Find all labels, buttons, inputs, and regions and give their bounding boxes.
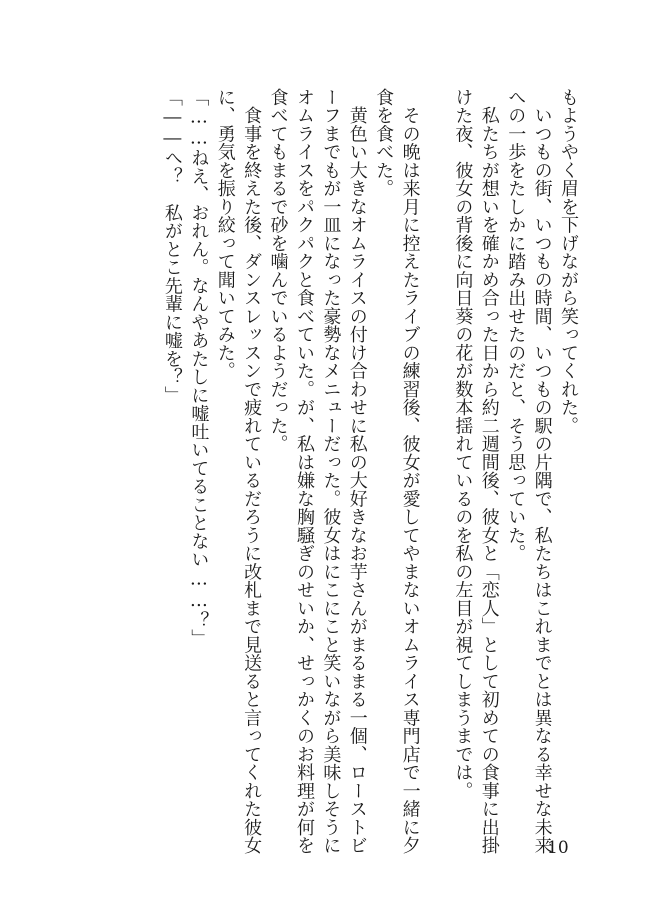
text-line-11: オムライスをパクパクと食べていた。が、私は嫌な胸騒ぎのせいか、せっかくのお料理が何を xyxy=(293,88,315,855)
text-line-2: いつもの街、いつもの時間、いつもの駅の片隅で、私たちはこれまでとは異なる幸せな未来 xyxy=(531,88,553,855)
text-line-1: もようやく眉を下げながら笑ってくれた。 xyxy=(558,88,579,435)
text-line-4: 私たちが想いを確かめ合った日から約二週間後、彼女と「恋人」として初めての食事に出掛 xyxy=(478,88,500,855)
text-line-7: その晩は来月に控えたライブの練習後、彼女が愛してやまないオムライス専門店で一緒に夕 xyxy=(399,88,421,855)
text-line-15: 「……ねえ、おれん。なんやあたしに嘘吐いてることない……？」 xyxy=(188,88,210,648)
text-line-12: 食べてもまるで砂を噛んでいるようだった。 xyxy=(267,88,289,453)
text-line-5: けた夜、彼女の背後に向日葵の花が数本揺れているのを私の左目が視てしまうまでは。 xyxy=(452,88,474,800)
text-line-16: 「――へ？ 私がとこ先輩に嘘を？」 xyxy=(161,88,183,405)
page-number: 10 xyxy=(547,838,569,858)
text-line-14: に、勇気を振り絞って聞いてみた。 xyxy=(214,88,236,380)
text-line-3: への一歩をたしかに踏み出せたのだと、そう思っていた。 xyxy=(505,88,527,563)
text-line-9: 黄色い大きなオムライスの付け合わせに私の大好きなお芋さんがまるまる一個、ローストビ xyxy=(346,88,368,855)
text-line-8: 食を食べた。 xyxy=(373,88,395,198)
text-line-13: 食事を終えた後、ダンスレッスンで疲れているだろうに改札まで見送ると言ってくれた彼女 xyxy=(241,88,263,855)
text-line-10: ーフまでもが一皿になった豪勢なメニューだった。彼女はにこにこと笑いながら美味しそうに xyxy=(320,88,342,855)
